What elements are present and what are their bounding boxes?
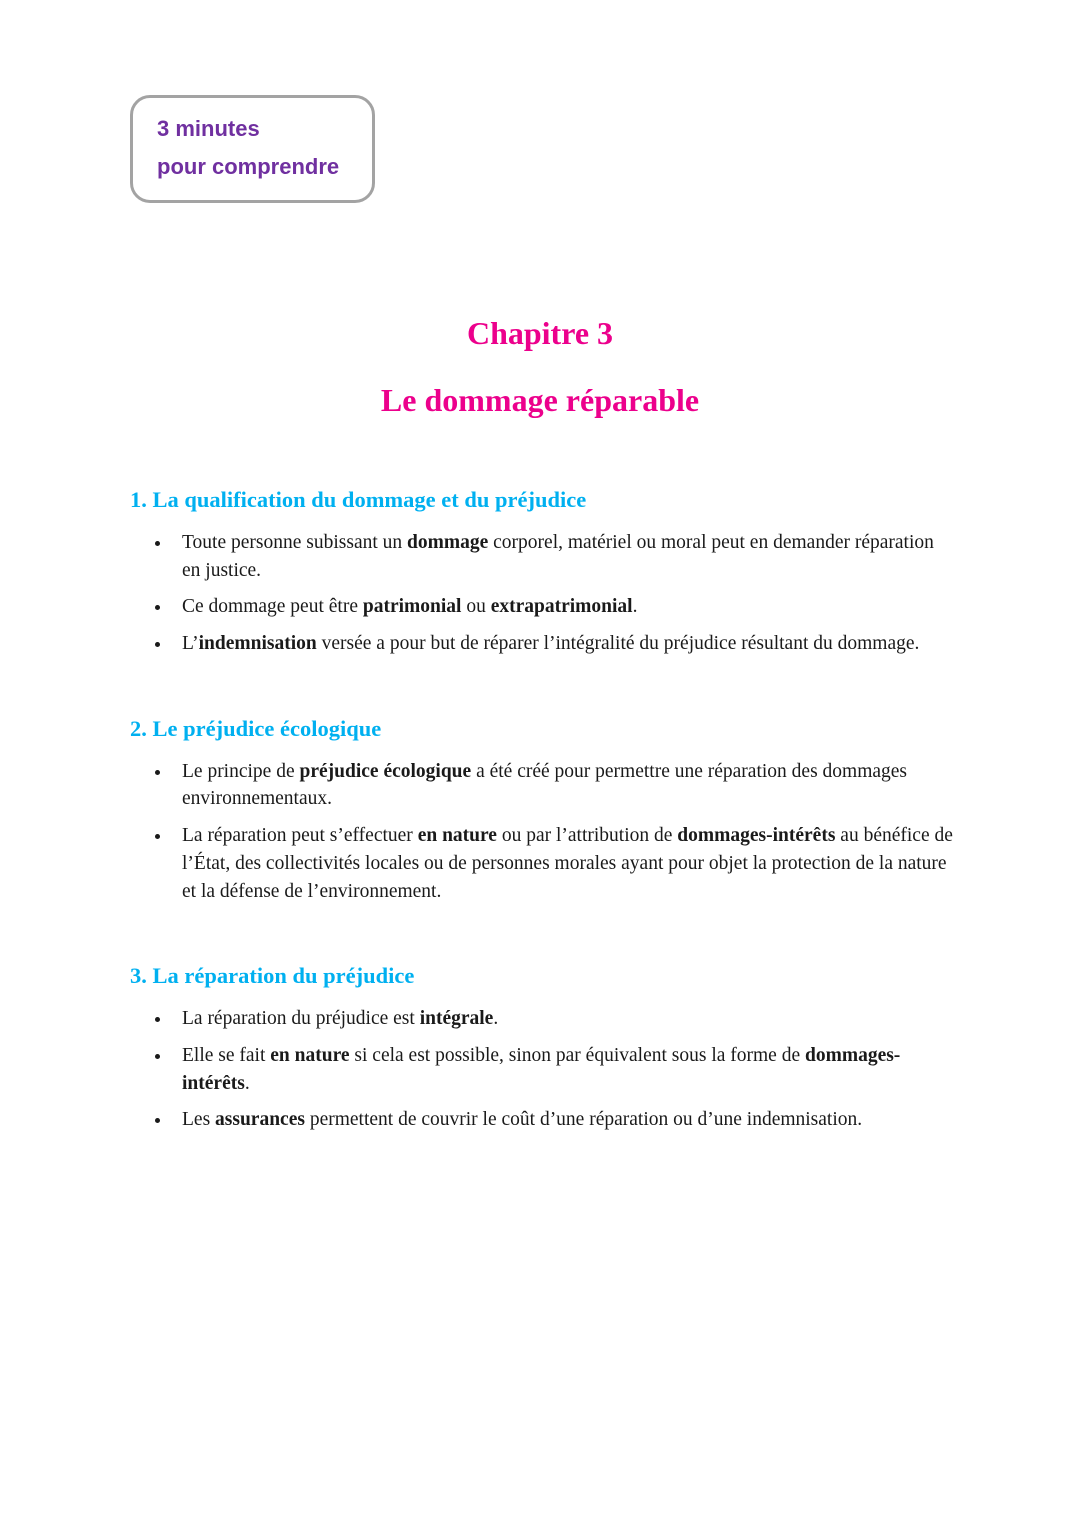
chapter-title-block — [0, 315, 1080, 419]
bold-text: intégrale — [419, 1008, 494, 1030]
section-heading: 2. Le préjudice écologique — [130, 715, 382, 741]
bullet-list — [130, 1005, 955, 1134]
plain-text: Les — [182, 1109, 216, 1131]
bullet-item — [172, 1106, 955, 1134]
bold-text: en nature — [270, 1044, 350, 1066]
plain-text: L’ — [182, 633, 199, 655]
bullet-list — [130, 529, 955, 658]
bullet-item — [172, 529, 955, 584]
plain-text: La réparation du préjudice est — [182, 1008, 420, 1030]
section-1 — [130, 487, 955, 658]
plain-text: Toute personne subissant un — [182, 532, 408, 553]
plain-text: . — [244, 1072, 250, 1094]
bullet-item — [172, 593, 955, 621]
bold-text: préjudice écologique — [299, 760, 472, 782]
plain-text: au bénéfice de l’État, des collectivités locales ou de personnes morales ayant pour objet la protection de la nature et la défense de l’environnement. — [182, 825, 953, 902]
bold-text: dommage — [407, 532, 489, 553]
chapter-number: Chapitre 3 — [466, 315, 614, 351]
plain-text: Elle se fait — [182, 1044, 271, 1066]
plain-text: versée a pour but de réparer l’intégralité du préjudice résultant du dommage. — [316, 633, 920, 655]
plain-text: ou — [461, 596, 491, 618]
plain-text: La réparation peut s’effectuer — [182, 825, 418, 847]
bold-text: indemnisation — [198, 633, 317, 655]
bold-text: dommages-intérêts — [677, 825, 836, 847]
bold-text: en nature — [417, 825, 497, 847]
section-3 — [130, 963, 955, 1134]
badge-line-1: 3 minutes — [157, 116, 260, 141]
plain-text: . — [493, 1008, 499, 1030]
plain-text: si cela est possible, sinon par équivalent sous la forme de — [349, 1044, 805, 1066]
bold-text: assurances — [215, 1109, 305, 1131]
plain-text: ou par l’attribution de — [496, 825, 678, 847]
section-heading: 3. La réparation du préjudice — [130, 963, 415, 989]
badge-line-2: pour comprendre — [157, 154, 340, 179]
bullet-item — [172, 630, 955, 658]
bullet-item — [172, 1042, 955, 1097]
plain-text: Le principe de — [182, 760, 300, 782]
plain-text: Ce dommage peut être — [182, 596, 363, 618]
bullet-item — [172, 1005, 955, 1033]
section-heading: 1. La qualification du dommage et du préjudice — [130, 487, 587, 512]
bold-text: patrimonial — [362, 596, 462, 618]
bold-text: extrapatrimonial — [490, 596, 633, 618]
sections — [130, 487, 955, 1134]
plain-text: . — [632, 596, 638, 618]
chapter-name: Le dommage réparable — [380, 382, 700, 418]
bullet-item — [172, 822, 955, 905]
bold-text: dommages-intérêts — [182, 1044, 901, 1094]
plain-text: permettent de couvrir le coût d’une réparation ou d’une indemnisation. — [304, 1109, 863, 1131]
bullet-item — [172, 758, 955, 813]
timer-badge — [130, 95, 375, 203]
section-2 — [130, 716, 955, 905]
bullet-list — [130, 758, 955, 905]
plain-text: corporel, matériel ou moral peut en demander réparation en justice. — [182, 532, 934, 581]
plain-text: a été créé pour permettre une réparation des dommages environnementaux. — [182, 760, 908, 810]
